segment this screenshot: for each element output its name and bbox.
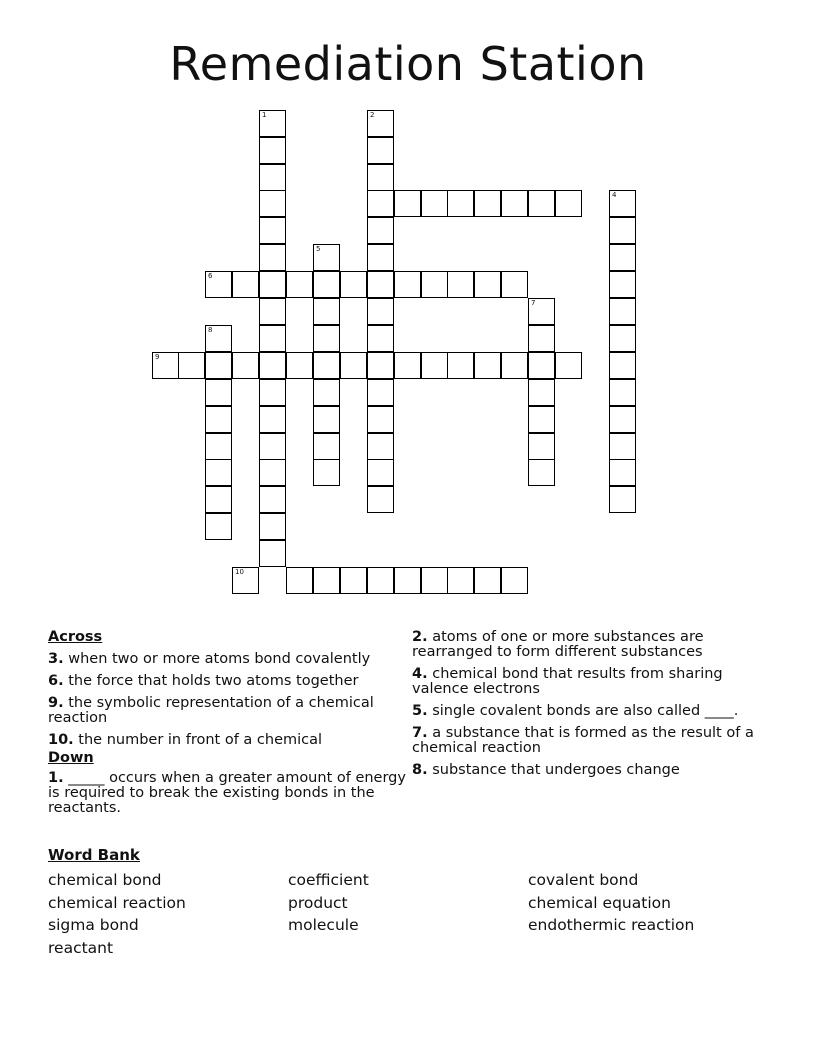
grid-cell[interactable] bbox=[367, 459, 394, 486]
grid-cell[interactable] bbox=[367, 271, 394, 298]
grid-cell[interactable] bbox=[474, 190, 501, 217]
grid-cell[interactable] bbox=[555, 190, 582, 217]
grid-cell[interactable] bbox=[259, 298, 286, 325]
clue-number: 9 bbox=[155, 353, 160, 361]
clues-right-column bbox=[412, 630, 772, 785]
grid-cell[interactable] bbox=[421, 271, 448, 298]
word-bank-column-2 bbox=[288, 869, 369, 937]
grid-cell[interactable] bbox=[528, 298, 555, 325]
grid-cell[interactable] bbox=[205, 433, 232, 460]
grid-cell[interactable] bbox=[232, 567, 259, 594]
grid-cell[interactable] bbox=[286, 271, 313, 298]
grid-cell[interactable] bbox=[259, 486, 286, 513]
word-bank-heading: Word Bank bbox=[48, 846, 140, 864]
clue-number: 6 bbox=[208, 272, 213, 280]
grid-cell[interactable] bbox=[609, 298, 636, 325]
clue-number: 5 bbox=[316, 245, 321, 253]
clue-down-4: 4. chemical bond that results from sharing valence electrons bbox=[412, 666, 723, 697]
clue-number: 10 bbox=[235, 568, 244, 576]
grid-cell[interactable] bbox=[474, 567, 501, 594]
grid-cell[interactable] bbox=[609, 244, 636, 271]
grid-cell[interactable] bbox=[609, 406, 636, 433]
grid-cell[interactable] bbox=[474, 352, 501, 379]
grid-cell[interactable] bbox=[232, 352, 259, 379]
down-heading: Down bbox=[48, 750, 94, 766]
clue-down-1: 1. _____ occurs when a greater amount of energy is required to break the existing bonds in the reactants. bbox=[48, 770, 406, 816]
across-heading: Across bbox=[48, 629, 103, 645]
grid-cell[interactable] bbox=[340, 567, 367, 594]
grid-cell[interactable] bbox=[367, 352, 394, 379]
grid-cell[interactable] bbox=[259, 325, 286, 352]
grid-cell[interactable] bbox=[286, 352, 313, 379]
grid-cell[interactable] bbox=[313, 433, 340, 460]
grid-cell[interactable] bbox=[609, 459, 636, 486]
grid-cell[interactable] bbox=[205, 406, 232, 433]
grid-cell[interactable] bbox=[394, 271, 421, 298]
grid-cell[interactable] bbox=[313, 567, 340, 594]
grid-cell[interactable] bbox=[528, 190, 555, 217]
word-bank-item: coefficient bbox=[288, 871, 369, 889]
grid-cell[interactable] bbox=[501, 271, 528, 298]
grid-cell[interactable] bbox=[528, 379, 555, 406]
grid-cell[interactable] bbox=[609, 325, 636, 352]
grid-cell[interactable] bbox=[528, 459, 555, 486]
grid-cell[interactable] bbox=[178, 352, 205, 379]
clue-across-6: 6. the force that holds two atoms together bbox=[48, 673, 359, 689]
clue-number: 1 bbox=[262, 111, 267, 119]
grid-cell[interactable] bbox=[394, 567, 421, 594]
grid-cell[interactable] bbox=[152, 352, 179, 379]
grid-cell[interactable] bbox=[313, 406, 340, 433]
grid-cell[interactable] bbox=[205, 513, 232, 540]
grid-cell[interactable] bbox=[609, 433, 636, 460]
grid-cell[interactable] bbox=[421, 352, 448, 379]
grid-cell[interactable] bbox=[367, 379, 394, 406]
word-bank-column-1 bbox=[48, 869, 186, 960]
clue-down-2: 2. atoms of one or more substances are rearranged to form different substances bbox=[412, 629, 704, 660]
grid-cell[interactable] bbox=[259, 244, 286, 271]
grid-cell[interactable] bbox=[609, 352, 636, 379]
grid-cell[interactable] bbox=[609, 217, 636, 244]
clues-left-column bbox=[48, 630, 408, 823]
word-bank-item: reactant bbox=[48, 939, 114, 958]
grid-cell[interactable] bbox=[367, 110, 394, 137]
grid-cell[interactable] bbox=[340, 352, 367, 379]
grid-cell[interactable] bbox=[259, 352, 286, 379]
clue-down-5: 5. single covalent bonds are also called ____. bbox=[412, 703, 739, 719]
grid-cell[interactable] bbox=[205, 486, 232, 513]
clue-down-8: 8. substance that undergoes change bbox=[412, 762, 680, 778]
grid-cell[interactable] bbox=[501, 190, 528, 217]
word-bank-column-3 bbox=[528, 869, 694, 937]
grid-cell[interactable] bbox=[447, 567, 474, 594]
clue-number: 2 bbox=[370, 111, 375, 119]
grid-cell[interactable] bbox=[367, 137, 394, 164]
grid-cell[interactable] bbox=[367, 217, 394, 244]
clue-across-3: 3. when two or more atoms bond covalently bbox=[48, 651, 371, 667]
grid-cell[interactable] bbox=[259, 271, 286, 298]
grid-cell[interactable] bbox=[259, 513, 286, 540]
grid-cell[interactable] bbox=[313, 271, 340, 298]
grid-cell[interactable] bbox=[367, 190, 394, 217]
grid-cell[interactable] bbox=[205, 379, 232, 406]
grid-cell[interactable] bbox=[609, 271, 636, 298]
grid-cell[interactable] bbox=[286, 567, 313, 594]
grid-cell[interactable] bbox=[259, 540, 286, 567]
grid-cell[interactable] bbox=[313, 352, 340, 379]
grid-cell[interactable] bbox=[205, 459, 232, 486]
grid-cell[interactable] bbox=[313, 459, 340, 486]
word-bank-item: product bbox=[288, 893, 348, 912]
grid-cell[interactable] bbox=[555, 352, 582, 379]
word-bank-item: endothermic reaction bbox=[528, 916, 695, 935]
page-title: Remediation Station bbox=[169, 37, 647, 91]
grid-cell[interactable] bbox=[447, 271, 474, 298]
clue-number: 7 bbox=[531, 299, 536, 307]
grid-cell[interactable] bbox=[313, 379, 340, 406]
grid-cell[interactable] bbox=[394, 352, 421, 379]
grid-cell[interactable] bbox=[313, 325, 340, 352]
grid-cell[interactable] bbox=[259, 217, 286, 244]
grid-cell[interactable] bbox=[367, 325, 394, 352]
grid-cell[interactable] bbox=[501, 352, 528, 379]
grid-cell[interactable] bbox=[447, 190, 474, 217]
grid-cell[interactable] bbox=[367, 406, 394, 433]
grid-cell[interactable] bbox=[259, 379, 286, 406]
word-bank-item: covalent bond bbox=[528, 871, 639, 889]
grid-cell[interactable] bbox=[367, 244, 394, 271]
grid-cell[interactable] bbox=[259, 459, 286, 486]
grid-cell[interactable] bbox=[367, 164, 394, 191]
grid-cell[interactable] bbox=[609, 379, 636, 406]
grid-cell[interactable] bbox=[394, 190, 421, 217]
grid-cell[interactable] bbox=[340, 271, 367, 298]
grid-cell[interactable] bbox=[259, 164, 286, 191]
grid-cell[interactable] bbox=[367, 298, 394, 325]
grid-cell[interactable] bbox=[528, 406, 555, 433]
grid-cell[interactable] bbox=[501, 567, 528, 594]
grid-cell[interactable] bbox=[367, 433, 394, 460]
grid-cell[interactable] bbox=[474, 271, 501, 298]
grid-cell[interactable] bbox=[367, 486, 394, 513]
word-bank-item: chemical reaction bbox=[48, 893, 186, 912]
word-bank-item: chemical bond bbox=[48, 871, 162, 889]
grid-cell[interactable] bbox=[259, 433, 286, 460]
clue-across-10: 10. the number in front of a chemical bbox=[48, 732, 323, 748]
clue-number: 8 bbox=[208, 326, 213, 334]
grid-cell[interactable] bbox=[421, 567, 448, 594]
grid-cell[interactable] bbox=[232, 271, 259, 298]
grid-cell[interactable] bbox=[259, 137, 286, 164]
grid-cell[interactable] bbox=[528, 433, 555, 460]
grid-cell[interactable] bbox=[367, 567, 394, 594]
word-bank-item: chemical equation bbox=[528, 893, 671, 912]
grid-cell[interactable] bbox=[421, 190, 448, 217]
grid-cell[interactable] bbox=[259, 110, 286, 137]
grid-cell[interactable] bbox=[528, 352, 555, 379]
word-bank-item: molecule bbox=[288, 916, 359, 935]
clue-number: 4 bbox=[612, 191, 617, 199]
grid-cell[interactable] bbox=[313, 298, 340, 325]
grid-cell[interactable] bbox=[259, 190, 286, 217]
grid-cell[interactable] bbox=[313, 244, 340, 271]
word-bank-item: sigma bond bbox=[48, 916, 139, 935]
grid-cell[interactable] bbox=[205, 271, 232, 298]
grid-cell[interactable] bbox=[205, 325, 232, 352]
grid-cell[interactable] bbox=[205, 352, 232, 379]
grid-cell[interactable] bbox=[447, 352, 474, 379]
clue-across-9: 9. the symbolic representation of a chemical reaction bbox=[48, 695, 374, 726]
grid-cell[interactable] bbox=[609, 190, 636, 217]
grid-cell[interactable] bbox=[609, 486, 636, 513]
grid-cell[interactable] bbox=[528, 325, 555, 352]
grid-cell[interactable] bbox=[259, 406, 286, 433]
clue-down-7: 7. a substance that is formed as the result of a chemical reaction bbox=[412, 725, 754, 756]
